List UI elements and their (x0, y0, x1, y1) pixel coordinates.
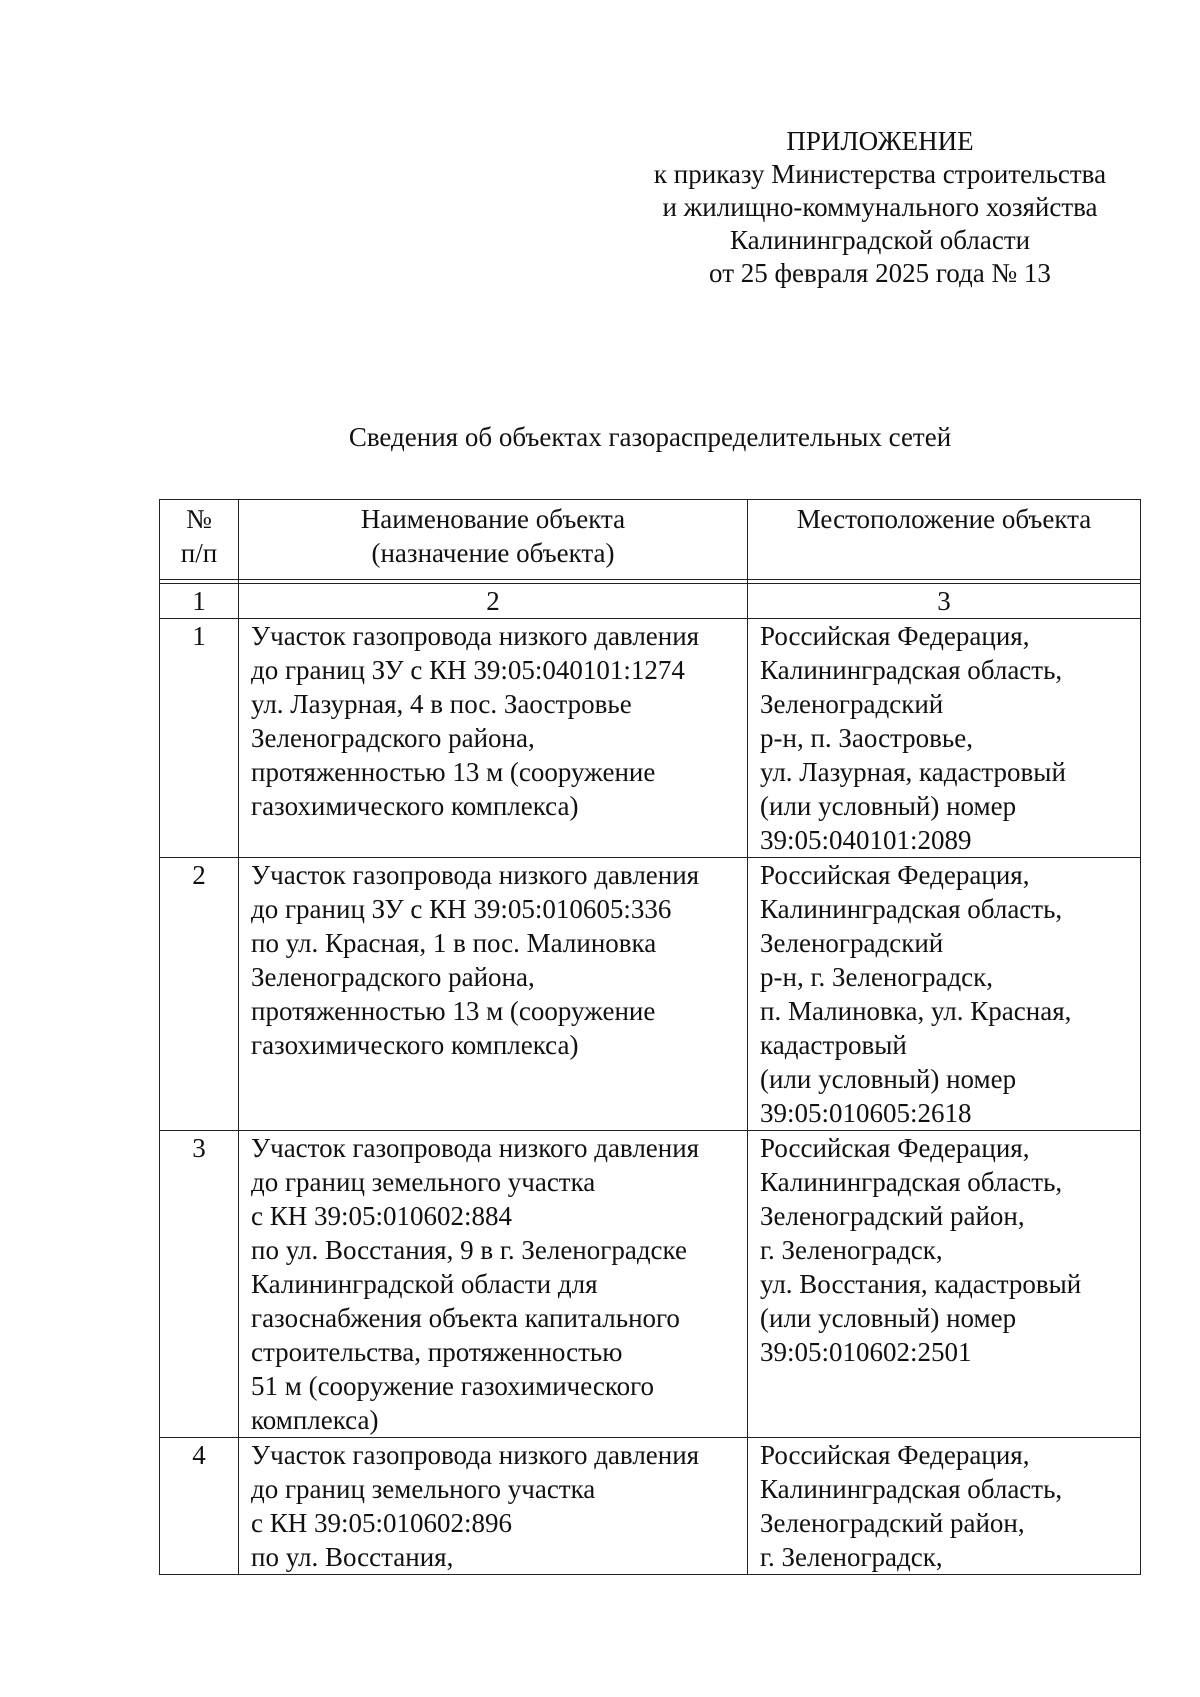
appendix-line: Калининградской области (729, 225, 1031, 255)
object-location-line: Калининградская область, (760, 894, 1063, 924)
object-name-line: Участок газопровода низкого давления (251, 1133, 700, 1163)
object-name-cell (239, 1131, 748, 1438)
object-location-line: Российская Федерация, (760, 1133, 1030, 1163)
column-number: 1 (160, 584, 239, 619)
table-row (160, 858, 1141, 1131)
row-number: 3 (160, 1131, 239, 1438)
object-name-line: протяженностью 13 м (сооружение (251, 757, 656, 787)
object-location-line: г. Зеленоградск, (760, 1542, 943, 1572)
object-name-line: до границ земельного участка (251, 1474, 596, 1504)
header-location (748, 500, 1141, 580)
object-name-cell (239, 619, 748, 858)
appendix-line: и жилищно-коммунального хозяйства (662, 192, 1098, 222)
row-number: 2 (160, 858, 239, 1131)
object-name-line: до границ земельного участка (251, 1167, 596, 1197)
object-name-line: 51 м (сооружение газохимического (251, 1371, 655, 1401)
object-name-line: протяженностью 13 м (сооружение (251, 996, 656, 1026)
appendix-line: к приказу Министерства строительства (653, 159, 1107, 189)
object-location-line: р-н, п. Заостровье, (760, 723, 973, 753)
header-num-line: п/п (180, 538, 218, 568)
table-row (160, 1438, 1141, 1575)
appendix-date-line: от 25 февраля 2025 года № 13 (709, 258, 1051, 288)
object-location-line: 39:05:010605:2618 (760, 1098, 972, 1128)
header-name-line: (назначение объекта) (371, 538, 615, 568)
header-num (160, 500, 239, 580)
object-location-line: (или условный) номер (760, 1064, 1017, 1094)
header-num-line: № (186, 504, 212, 534)
object-location-line: Российская Федерация, (760, 860, 1030, 890)
object-location-cell (748, 619, 1141, 858)
object-name-line: Участок газопровода низкого давления (251, 1440, 700, 1470)
object-name-cell (239, 1438, 748, 1575)
object-location-line: Зеленоградский район, (760, 1508, 1025, 1538)
object-location-line: Калининградская область, (760, 655, 1063, 685)
object-name-line: комплекса) (251, 1405, 379, 1435)
table-row (160, 619, 1141, 858)
object-location-line: Российская Федерация, (760, 621, 1030, 651)
header-location-line: Местоположение объекта (796, 504, 1092, 534)
appendix-title: ПРИЛОЖЕНИЕ (786, 126, 974, 156)
object-name-line: до границ ЗУ с КН 39:05:010605:336 (251, 894, 672, 924)
appendix-header (640, 125, 1120, 290)
row-number: 4 (160, 1438, 239, 1575)
object-name-line: газохимического комплекса) (251, 791, 579, 821)
object-name-line: с КН 39:05:010602:884 (251, 1201, 512, 1231)
object-name-line: до границ ЗУ с КН 39:05:040101:1274 (251, 655, 685, 685)
object-location-line: кадастровый (760, 1030, 907, 1060)
document-title: Сведения об объектах газораспределительных сетей (348, 422, 952, 452)
object-name-line: по ул. Красная, 1 в пос. Малиновка (251, 928, 657, 958)
object-location-cell (748, 1438, 1141, 1575)
object-location-line: Зеленоградский район, (760, 1201, 1025, 1231)
row-number: 1 (160, 619, 239, 858)
object-name-line: газоснабжения объекта капитального (251, 1303, 680, 1333)
object-location-line: Зеленоградский (760, 689, 944, 719)
object-name-line: ул. Лазурная, 4 в пос. Заостровье (251, 689, 632, 719)
object-location-line: 39:05:010602:2501 (760, 1337, 972, 1367)
object-location-line: (или условный) номер (760, 791, 1017, 821)
table-row (160, 1131, 1141, 1438)
column-number: 2 (239, 584, 748, 619)
object-location-line: 39:05:040101:2089 (760, 825, 972, 855)
object-name-line: Участок газопровода низкого давления (251, 860, 700, 890)
object-location-line: Калининградская область, (760, 1474, 1063, 1504)
gas-network-table (159, 499, 1141, 1575)
object-name-line: газохимического комплекса) (251, 1030, 579, 1060)
table-header-row (160, 500, 1141, 580)
header-name (239, 500, 748, 580)
header-name-line: Наименование объекта (360, 504, 626, 534)
object-name-line: по ул. Восстания, 9 в г. Зеленоградске (251, 1235, 687, 1265)
object-location-line: г. Зеленоградск, (760, 1235, 943, 1265)
object-name-line: с КН 39:05:010602:896 (251, 1508, 512, 1538)
object-location-line: ул. Лазурная, кадастровый (760, 757, 1066, 787)
object-name-line: Участок газопровода низкого давления (251, 621, 700, 651)
object-name-line: Зеленоградского района, (251, 962, 535, 992)
object-location-line: Зеленоградский (760, 928, 944, 958)
object-name-line: строительства, протяженностью (251, 1337, 623, 1367)
column-numbers-row (160, 584, 1141, 619)
object-location-line: р-н, г. Зеленоградск, (760, 962, 994, 992)
object-location-cell (748, 1131, 1141, 1438)
object-name-line: Калининградской области для (251, 1269, 598, 1299)
object-location-line: (или условный) номер (760, 1303, 1017, 1333)
object-location-line: Российская Федерация, (760, 1440, 1030, 1470)
object-location-cell (748, 858, 1141, 1131)
object-name-cell (239, 858, 748, 1131)
object-location-line: Калининградская область, (760, 1167, 1063, 1197)
object-name-line: Зеленоградского района, (251, 723, 535, 753)
column-number: 3 (748, 584, 1141, 619)
object-location-line: п. Малиновка, ул. Красная, (760, 996, 1072, 1026)
object-location-line: ул. Восстания, кадастровый (760, 1269, 1082, 1299)
object-name-line: по ул. Восстания, (251, 1542, 454, 1572)
